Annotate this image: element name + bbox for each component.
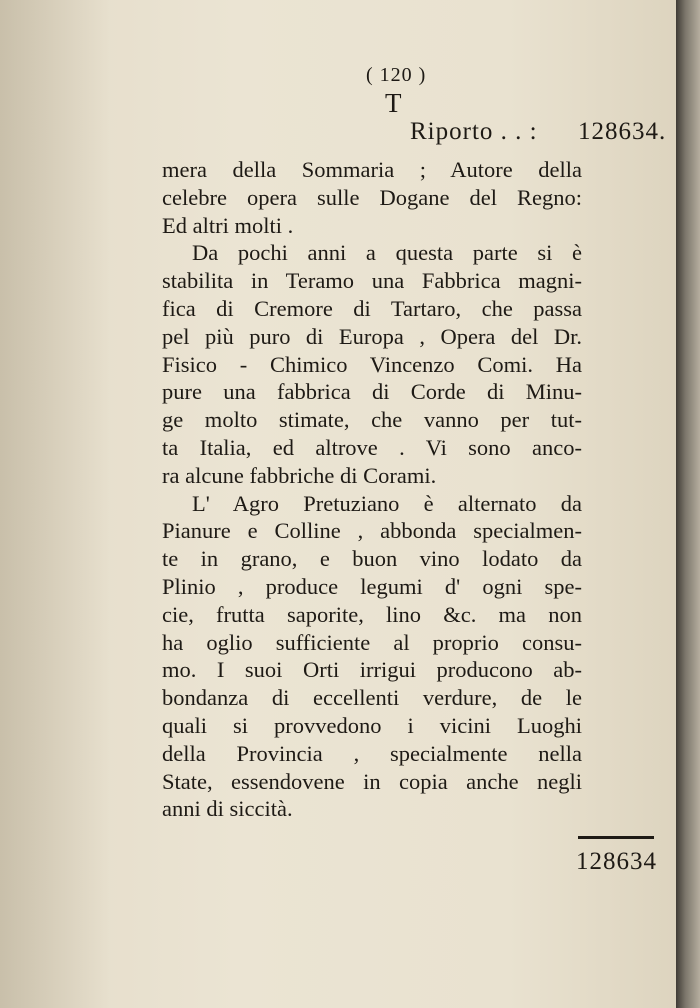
text-line: ra alcune fabbriche di Corami. (162, 462, 437, 488)
text-line: te in grano, e buon vino lodato da (162, 546, 582, 572)
page-number: ( 120 ) (366, 64, 427, 86)
text-line: anni di siccità. (162, 796, 293, 822)
text-line: quali si provvedono i vicini Luoghi (162, 712, 582, 738)
text-line: della Provincia , specialmente nella (162, 740, 582, 766)
text-line: ta Italia, ed altrove . Vi sono anco- (162, 434, 582, 460)
text-line: fica di Cremore di Tartaro, che passa (162, 295, 582, 321)
signature-mark: T (385, 88, 402, 118)
total-rule (578, 836, 654, 839)
text-line: Pianure e Colline , abbonda specialmen- (162, 518, 582, 544)
text-line: cie, frutta saporite, lino &c. ma non (162, 601, 582, 627)
book-edge (676, 0, 700, 1008)
carried-forward-value: 128634. (578, 118, 667, 145)
body-text (162, 156, 582, 823)
text-line: Ed altri molti . (162, 212, 294, 238)
text-line: stabilita in Teramo una Fabbrica magni- (162, 268, 582, 294)
text-line: celebre opera sulle Dogane del Regno: (162, 184, 582, 210)
text-line: Plinio , produce legumi d' ogni spe- (162, 573, 582, 599)
text-line: mo. I suoi Orti irrigui producono ab- (162, 657, 582, 683)
text-line: Da pochi anni a questa parte si è (192, 240, 582, 266)
text-line: Fisico - Chimico Vincenzo Comi. Ha (162, 351, 582, 377)
text-line: ge molto stimate, che vanno per tut- (162, 407, 582, 433)
text-line: pel più puro di Europa , Opera del Dr. (162, 323, 582, 349)
text-line: bondanza di eccellenti verdure, de le (162, 685, 582, 711)
text-line: mera della Sommaria ; Autore della (162, 157, 582, 182)
text-line: pure una fabbrica di Corde di Minu- (162, 379, 582, 405)
page-total: 128634 (576, 848, 657, 875)
text-line: State, essendovene in copia anche negli (162, 768, 582, 794)
carried-forward-label: Riporto . . : (410, 118, 538, 145)
text-line: L' Agro Pretuziano è alternato da (192, 490, 582, 516)
text-line: ha oglio sufficiente al proprio consu- (162, 629, 582, 655)
page-gutter-shadow (0, 0, 110, 1008)
